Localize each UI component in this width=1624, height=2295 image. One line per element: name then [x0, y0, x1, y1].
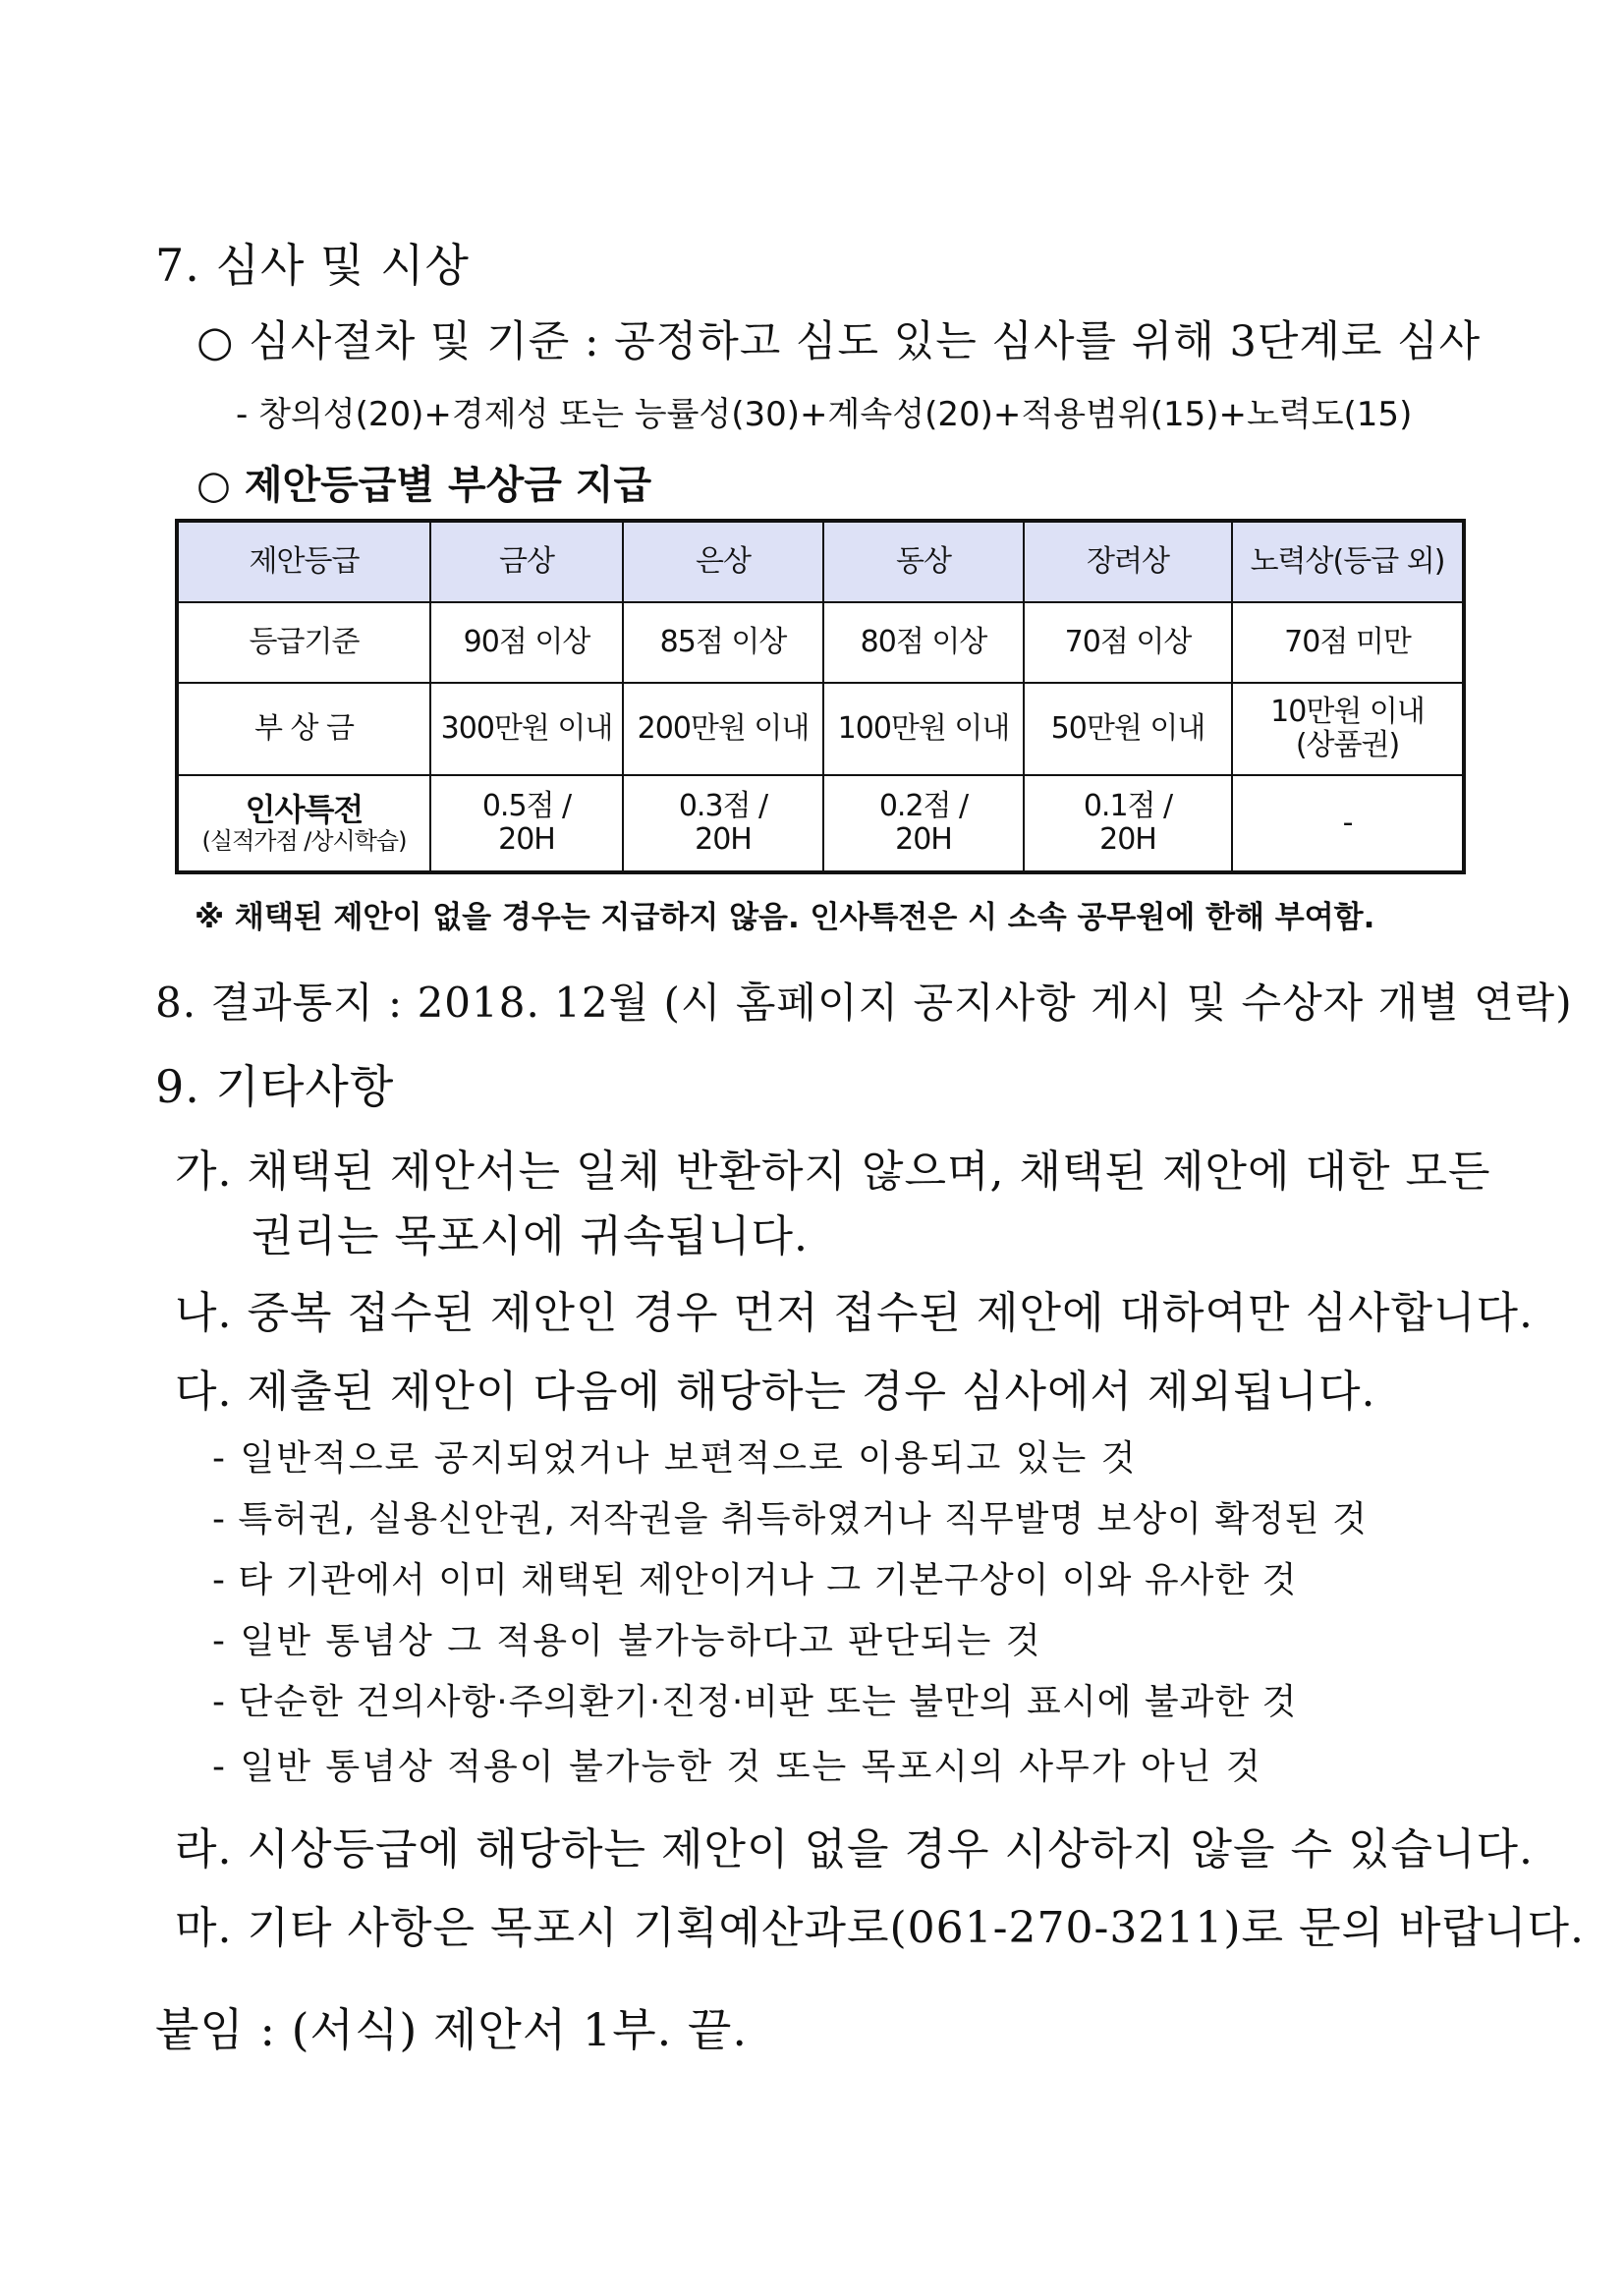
section8: 8. 결과통지 : 2018. 12월 (시 홈페이지 공지사항 게시 및 수상자 개별 연락) [155, 979, 1573, 1027]
criteria-line: ○ 심사절차 및 기준 : 공정하고 심도 있는 심사를 위해 3단계로 심사 [196, 317, 1482, 366]
table-header-cell: 동상 [823, 521, 1024, 602]
table-cell: 200만원 이내 [623, 683, 823, 775]
table-header-cell: 은상 [623, 521, 823, 602]
table-cell: 70점 이상 [1024, 602, 1232, 683]
reward-table [175, 519, 1466, 874]
table-cell-line: 0.1점 / [1083, 788, 1173, 823]
reward-heading: ○ 제안등급별 부상금 지급 [196, 463, 652, 508]
table-cell [623, 775, 823, 872]
table-cell: 부 상 금 [177, 683, 430, 775]
attachment-line: 붙임 : (서식) 제안서 1부. 끝. [155, 2003, 748, 2056]
exclusion-item: - 단순한 건의사항·주의환기·진정·비판 또는 불만의 표시에 불과한 것 [212, 1682, 1298, 1722]
table-header-row [177, 521, 1464, 602]
table-header-cell: 노력상(등급 외) [1232, 521, 1464, 602]
table-row [177, 683, 1464, 775]
exclusion-item: - 일반 통념상 적용이 불가능한 것 또는 목포시의 사무가 아닌 것 [212, 1747, 1262, 1787]
table-header-cell: 금상 [430, 521, 623, 602]
table-cell-line: 20H [695, 822, 752, 857]
item-na: 나. 중복 접수된 제안인 경우 먼저 접수된 제안에 대하여만 심사합니다. [175, 1288, 1534, 1338]
table-cell-line: (상품권) [1295, 728, 1400, 762]
table-cell: 300만원 이내 [430, 683, 623, 775]
exclusion-item: - 타 기관에서 이미 채택된 제안이거나 그 기본구상이 이와 유사한 것 [212, 1560, 1298, 1600]
table-cell-line: 0.3점 / [678, 788, 768, 823]
table-cell-line: 20H [498, 822, 555, 857]
table-cell [823, 775, 1024, 872]
table-cell: - [1232, 775, 1464, 872]
item-ma: 마. 기타 사항은 목포시 기획예산과로(061-270-3211)로 문의 바랍니다. [175, 1903, 1585, 1953]
table-cell-line: 20H [1099, 822, 1156, 857]
section7-title: 7. 심사 및 시상 [155, 239, 470, 292]
table-header-cell: 장려상 [1024, 521, 1232, 602]
table-cell [430, 775, 623, 872]
table-cell: 80점 이상 [823, 602, 1024, 683]
exclusion-item: - 일반 통념상 그 적용이 불가능하다고 판단되는 것 [212, 1621, 1042, 1661]
criteria-detail: - 창의성(20)+경제성 또는 능률성(30)+계속성(20)+적용범위(15)+노력도(15) [236, 395, 1413, 434]
hr-label-sub: (실적가점 /상시학습) [201, 826, 407, 855]
table-cell: 100만원 이내 [823, 683, 1024, 775]
exclusion-item: - 일반적으로 공지되었거나 보편적으로 이용되고 있는 것 [212, 1438, 1138, 1479]
table-row [177, 602, 1464, 683]
table-note: ※ 채택된 제안이 없을 경우는 지급하지 않음. 인사특전은 시 소속 공무원에 한해 부여함. [195, 900, 1375, 935]
table-cell [177, 775, 430, 872]
table-cell: 등급기준 [177, 602, 430, 683]
table-cell [1024, 775, 1232, 872]
table-cell: 85점 이상 [623, 602, 823, 683]
exclusion-item: - 특허권, 실용신안권, 저작권을 취득하였거나 직무발명 보상이 확정된 것 [212, 1499, 1368, 1539]
table-cell [1232, 683, 1464, 775]
table-header-cell: 제안등급 [177, 521, 430, 602]
item-da: 다. 제출된 제안이 다음에 해당하는 경우 심사에서 제외됩니다. [175, 1367, 1376, 1417]
table-cell-line: 10만원 이내 [1270, 694, 1425, 729]
hr-label: 인사특전 [245, 790, 364, 828]
table-cell: 90점 이상 [430, 602, 623, 683]
item-ga-line2: 권리는 목포시에 귀속됩니다. [252, 1211, 810, 1261]
table-cell: 70점 미만 [1232, 602, 1464, 683]
table-cell-line: 20H [895, 822, 952, 857]
table-cell-line: 0.5점 / [481, 788, 572, 823]
section9-title: 9. 기타사항 [155, 1060, 395, 1113]
item-ra: 라. 시상등급에 해당하는 제안이 없을 경우 시상하지 않을 수 있습니다. [175, 1824, 1534, 1875]
table-cell: 50만원 이내 [1024, 683, 1232, 775]
item-ga-line1: 가. 채택된 제안서는 일체 반환하지 않으며, 채택된 제안에 대한 모든 [175, 1147, 1491, 1197]
table-row [177, 775, 1464, 872]
table-cell-line: 0.2점 / [878, 788, 969, 823]
